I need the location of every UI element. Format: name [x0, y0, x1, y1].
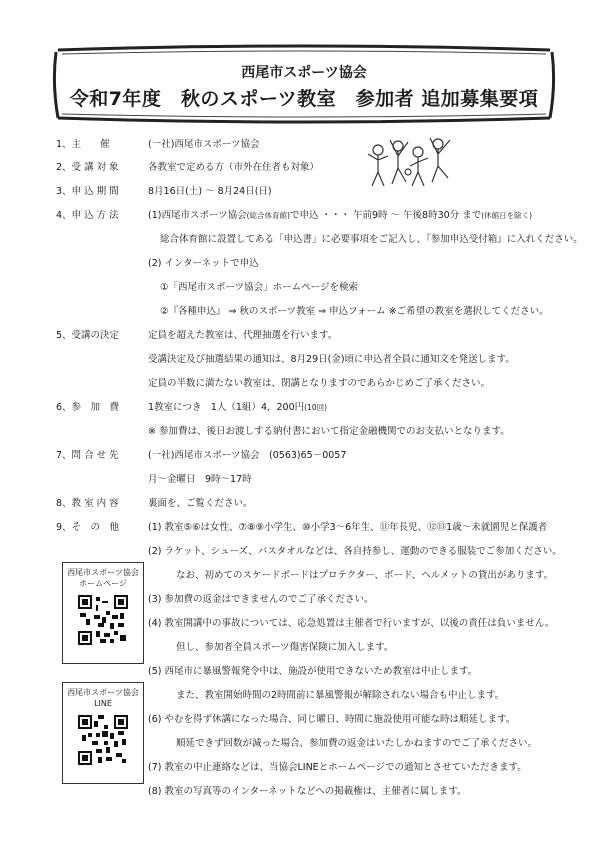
- page-title: 令和7年度 秋のスポーツ教室 参加者 追加募集要項: [69, 88, 539, 110]
- item-label-9: 9、そ の 他: [56, 522, 120, 533]
- item-text-2: 各教室で定める方（市外在住者も対象）: [148, 162, 320, 173]
- qr-caption-2b: LINE: [94, 699, 112, 708]
- item-label-3: 3、申 込 期 間: [56, 186, 119, 197]
- item-text-4c: で申込 ・・・ 午前9時 ～ 午後8時30分 まで: [289, 210, 482, 221]
- item-text-3: 8月16日(土) ～ 8月24日(日): [148, 186, 272, 197]
- item-text-7: (一社)西尾市スポーツ協会 (0563)65－0057: [148, 450, 347, 461]
- line-5a: 受講決定及び抽選結果の通知は、8月29日(金)頃に申込者全員に通知文を発送します。: [148, 354, 515, 365]
- other-2: (2) ラケット、シューズ、バスタオルなどは、各自持参し、運動のできる服装でご参加ください。: [148, 546, 562, 557]
- item-label-2: 2、受 講 対 象: [56, 162, 119, 173]
- item-text-4: [148, 210, 532, 222]
- other-3: (3) 参加費の返金はできませんのでご了承ください。: [148, 594, 374, 605]
- line-6a: ※ 参加費は、後日お渡しする納付書において指定金融機関でのお支払いとなります。: [148, 426, 510, 437]
- item-text-4a: (1)西尾市スポーツ協会: [148, 210, 247, 221]
- item-text-1: (一社)西尾市スポーツ協会: [148, 139, 260, 150]
- item-text-8: 裏面を、ご覧ください。: [148, 498, 253, 509]
- line-4a: 総合体育館に設置してある「申込書」に必要事項をご記入し、『参加申込受付箱』に入れください。: [160, 234, 583, 245]
- qr-caption-1b: ホームページ: [79, 579, 127, 588]
- item-text-6b: (10回): [304, 403, 328, 412]
- qr-box-line[interactable]: [62, 682, 144, 784]
- line-7a: 月～金曜日 9時～17時: [148, 474, 252, 485]
- item-label-4: 4、申 込 方 法: [56, 210, 119, 221]
- item-text-4b: (総合体育館): [246, 211, 290, 220]
- qr-box-homepage[interactable]: [62, 562, 144, 664]
- org-name: 西尾市スポーツ協会: [241, 65, 367, 81]
- item-label-6: 6、参 加 費: [56, 402, 120, 413]
- line-4d: ②『各種申込』 ⇒ 秋のスポーツ教室 ⇒ 申込フォーム ※ご希望の教室を選択してください。: [160, 306, 549, 317]
- line-5b: 定員の半数に満たない教室は、閉講となりますのであらかじめご了承ください。: [148, 378, 491, 389]
- line-4c: ①「西尾市スポーツ協会」ホームページを検索: [160, 282, 358, 293]
- other-4: (4) 教室開講中の事故については、応急処置は主催者で行いますが、以後の責任は負いません。: [148, 618, 555, 629]
- other-7: (7) 教室の中止連絡などは、当協会LINEとホームページでの通知とさせていただきます。: [148, 762, 527, 773]
- item-label-7: 7、問 合 せ 先: [56, 450, 119, 461]
- other-4b: 但し、参加者全員スポーツ傷害保険に加入します。: [176, 642, 394, 653]
- other-2b: なお、初めてのスケードボードはプロテクター、ボード、ヘルメットの貸出があります。: [176, 570, 554, 581]
- other-8: (8) 教室の写真等のインターネットなどへの掲載権は、主催者に属します。: [148, 786, 467, 797]
- item-text-6: [148, 402, 327, 414]
- qr-code-icon[interactable]: [78, 595, 128, 645]
- item-label-5: 5、受講の決定: [56, 330, 120, 341]
- item-text-9: (1) 教室⑤⑥は女性、⑦⑧⑨小学生、⑩小学3～6年生、⑪年長児、⑫⑬1歳～未就園児と保護者: [148, 522, 548, 533]
- qr-code-icon[interactable]: [78, 715, 128, 765]
- item-text-6a: 1教室につき 1人（1組）4，200円: [148, 402, 305, 413]
- other-5b: また、教室開始時間の2時間前に暴風警報が解除されない場合も中止します。: [176, 690, 505, 701]
- item-label-8: 8、教 室 内 容: [56, 498, 119, 509]
- other-5: (5) 西尾市に暴風警報発令中は、施設が使用できないため教室は中止します。: [148, 666, 478, 677]
- sports-people-icon: [366, 132, 456, 192]
- header-frame: [52, 44, 556, 124]
- other-6b: 順延できず回数が減った場合、参加費の返金はいたしかねますのでご了承ください。: [176, 738, 538, 749]
- item-label-1: 1、主 催: [56, 139, 110, 150]
- other-6: (6) やむを得ず休講になった場合、同じ曜日、時間に施設使用可能な時は順延します。: [148, 714, 516, 725]
- item-text-5: 定員を超えた教室は、代理抽選を行います。: [148, 330, 338, 341]
- item-text-4d: (休館日を除く): [481, 211, 533, 220]
- line-4b: (2) インターネットで申込: [148, 258, 259, 269]
- qr-caption-2a: 西尾市スポーツ協会: [67, 688, 139, 697]
- qr-caption-1a: 西尾市スポーツ協会: [67, 568, 139, 577]
